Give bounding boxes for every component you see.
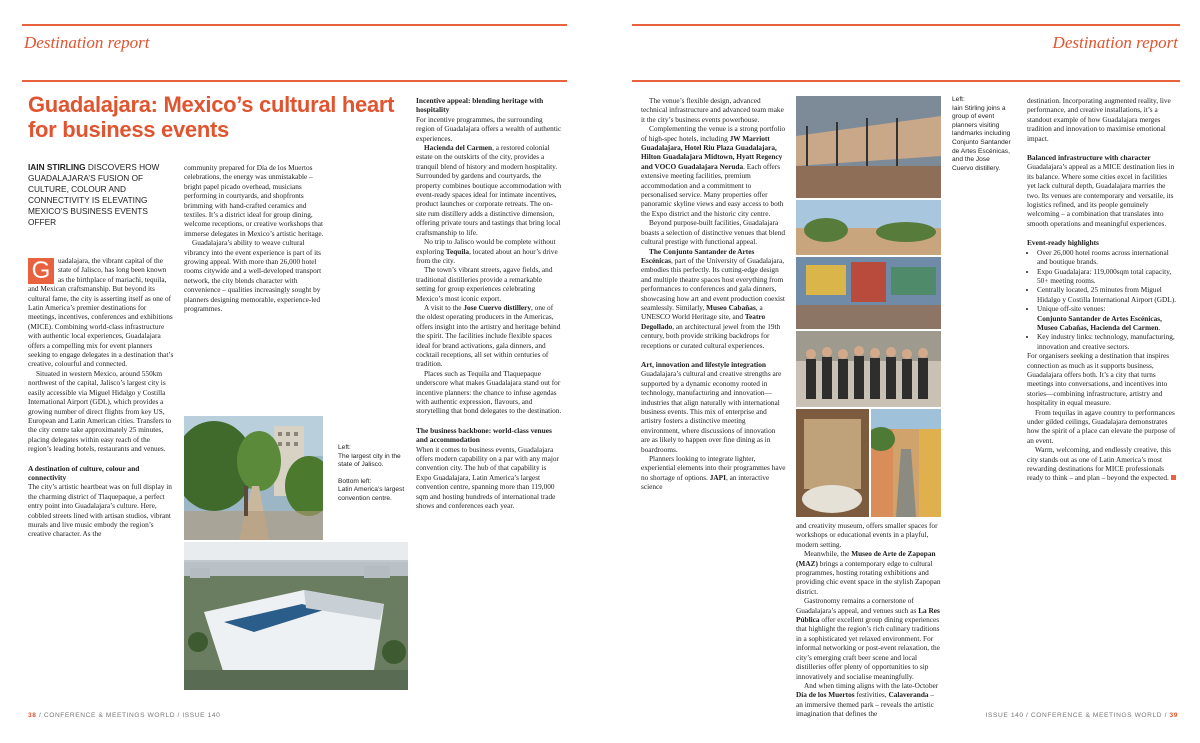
paragraph-text: . Each offers extensive meeting facilities, premium accommodation and a commitment to personalised service. Many properties offer panoramic skyline views and easy access to both the Expo district and the historic city centre.	[641, 161, 784, 218]
venue-name: The Conjunto Santander de Artes Escénicas	[641, 246, 755, 265]
paragraph	[416, 237, 562, 265]
venue-name: Hacienda del Carmen	[424, 143, 493, 153]
paragraph	[416, 303, 562, 369]
paragraph: Guadalajara’s appeal as a MICE destination lies in its balance. Where some cities excel in facilities yet lack cultural depth, Guadalajara marries the two. Its venues are contemporary and versatile, its logistics refined, and its people genuinely welcoming – a combination that translates into smooth operations and meaningful experiences.	[1027, 162, 1175, 228]
mural-photo	[796, 257, 941, 329]
paragraph-text: Meanwhile, the	[804, 549, 852, 559]
page-number: 38	[28, 712, 37, 719]
paragraph	[796, 681, 941, 719]
paragraph	[641, 247, 786, 350]
paragraph: The city’s artistic heartbeat was on full display in the charming district of Tlaquepaque, a perfect entry point into Guadalajara’s culture. Here, cobbled streets lined with artisan studios, vibrant murals and live music embody the region’s creative character. As the	[28, 482, 172, 539]
paragraph: and creativity museum, offers smaller spaces for workshops or educational events in a playful, modern setting.	[796, 521, 938, 549]
paragraph: Situated in western Mexico, around 550km northwest of the capital, Jalisco’s largest city is easily accessible via Miguel Hidalgo y Costilla International Airport (GDL), which provides a growing number of direct flights from key US, European and Latin American cities. Transfers to the city centre take approximately 25 minutes, placing delegates within easy reach of the region’s leading hotels, restaurants and venues.	[28, 368, 172, 454]
column-1	[28, 256, 174, 539]
subheading: Art, innovation and lifestyle integration	[641, 359, 767, 369]
list-item: • Expo Guadalajara: 119,000sqm total capacity, 50+ meeting rooms.	[1037, 267, 1177, 286]
arts-centre-illustration	[796, 96, 941, 198]
standfirst-text: DISCOVERS HOW GUADALAJARA’S FUSION OF CULTURE, COLOUR AND CONNECTIVITY IS ELEVATING MEXICO’S BUSINESS EVENTS OFFER	[28, 162, 160, 227]
paragraph: Beyond purpose-built facilities, Guadalajara boasts a selection of distinctive venues that blend cultural prestige with functional appeal.	[641, 218, 786, 247]
landscape-photo	[796, 200, 941, 255]
section-title-left: Destination report	[24, 33, 150, 52]
subheading: The business backbone: world-class venues and accommodation	[416, 425, 552, 445]
group-photo	[796, 331, 941, 407]
paragraph: When it comes to business events, Guadalajara offers modern capability on a par with any major convention city. The hub of that capability is Expo Guadalajara, Latin America’s largest convention centre, spanning more than 119,000 sqm and hosting hundreds of international trade shows and conferences each year.	[416, 444, 559, 511]
paragraph	[416, 143, 562, 237]
paragraph: From tequilas in agave country to performances under gilded ceilings, Guadalajara demonstrates how the spirit of a place can elevate the purpose of an event.	[1027, 407, 1176, 445]
list-item: • Centrally located, 25 minutes from Miguel Hidalgo y Costilla International Airport (GDL).	[1037, 285, 1177, 304]
intro-paragraph: uadalajara, the vibrant capital of the state of Jalisco, has long been known as the birthplace of mariachi, tequila, and Mexican craftsmanship. But beyond its cultural fame, the city is asserting itself as one of Latin America’s premier destinations for meetings, incentives, conferences and exhibitions (MICE). Combining world-class infrastructure with authentic local experiences, Guadalajara offers a compelling mix for event planners seeking to engage delegates in a destination that’s creative, colourful and connected.	[28, 256, 174, 369]
convention-centre-illustration	[184, 542, 408, 690]
venue-name: JAPI	[709, 472, 726, 482]
paragraph-text: No trip to Jalisco would be complete without exploring	[416, 237, 556, 256]
paragraph-text: , a UNESCO World Heritage site, and	[641, 302, 763, 322]
end-mark	[1171, 475, 1176, 480]
paragraph: For organisers seeking a destination that inspires connection as much as it supports business, Guadalajara offers both. It’s a city that turns meetings into conversations, and incentives into stories—combining infrastructure, artistry and hospitality in equal measure.	[1027, 351, 1170, 408]
landscape-illustration	[796, 200, 941, 255]
paragraph-text: , part of the University of Guadalajara, embodies this perfectly. Its cutting-edge design and multiple theatre spaces host everything from performances to conferences and gala dinners, showcasing how art and event production coexist seamlessly. Similarly,	[641, 255, 785, 312]
list-item-text: Unique off-site venues:	[1037, 304, 1106, 314]
footer-right	[986, 712, 1178, 719]
venue-name: Museo de Arte de Zapopan (MAZ)	[796, 549, 936, 568]
paragraph: Places such as Tequila and Tlaquepaque underscore what makes Guadalajara stand out for incentive planners: the chance to infuse agendas with authentic expression, flavours, and storytelling that bond delegates to the destination.	[416, 368, 562, 416]
paragraph-text: , an architectural jewel from the 19th century, both provide striking backdrops for receptions or curated cultural experiences.	[641, 321, 781, 350]
caption-text: Latin America’s largest convention centre.	[338, 486, 405, 502]
page-number: 39	[1169, 712, 1178, 719]
article-headline: Guadalajara: Mexico’s cultural heart for business events	[28, 92, 395, 142]
paragraph-text: , an interactive science	[641, 472, 770, 492]
column-3	[416, 96, 562, 510]
event-name: Día de los Muertos	[796, 690, 855, 700]
venue-name: La Res Pública	[796, 605, 940, 625]
city-street-illustration	[184, 416, 323, 540]
caption-text: Iain Stirling joins a group of event planners visiting landmarks including Conjunto Santander de Artes Escénicas, and the Jose Cuervo distillery.	[952, 104, 1011, 172]
subheading: Balanced infrastructure with character	[1027, 153, 1151, 163]
highlights-list	[1027, 248, 1177, 351]
paragraph: Guadalajara’s cultural and creative strengths are supported by a dynamic economy rooted in technology, manufacturing and innovation—industries that align naturally with international business events. This mix of enterprise and artistry fosters a distinctive meeting environment, where discussions of innovation are as likely to happen over fine dining as in boardrooms.	[641, 369, 782, 454]
caption-label: Left:	[338, 444, 351, 451]
subheading: Event-ready highlights	[1027, 238, 1099, 248]
subheading: A destination of culture, colour and connectivity	[28, 463, 140, 482]
paragraph-text: Planners looking to integrate lighter, experiential elements into their programmes have no shortage of options.	[641, 454, 786, 482]
paragraph-text: , a restored colonial estate on the outskirts of the city, provides a tranquil blend of history and modern hospitality. Surrounded by gardens and courtyards, the property combines boutique accommodation with event-ready spaces ideal for intimate incentives, product launches or corporate retreats. The on-site rum distillery adds a distinctive dimension, offering private tours and tastings that bring local craftsmanship to life.	[416, 143, 562, 237]
venue-name: Jose Cuervo distillery	[463, 302, 532, 312]
place-name: Tequila	[445, 246, 470, 256]
mural-illustration	[796, 257, 941, 329]
column-6	[1027, 96, 1177, 483]
paragraph: The town’s vibrant streets, agave fields, and traditional distilleries provide a remarkable setting for group experiences celebrating Mexico’s most iconic export.	[416, 265, 553, 303]
paragraph	[641, 454, 786, 492]
colonial-street-illustration	[871, 409, 941, 517]
colonial-street-photo	[871, 409, 941, 517]
standfirst	[28, 162, 173, 228]
caption-label: Bottom left:	[338, 477, 372, 485]
footer-left	[28, 712, 220, 719]
paragraph: destination. Incorporating augmented reality, live performance, and creative installations, it’s a standout example of how Guadalajara merges tradition and innovation to maximise emotional impact.	[1027, 96, 1171, 143]
caption-label: Left:	[952, 96, 965, 103]
paragraph-text: , one of the oldest operating producers in the Americas, offers insight into the artistry and heritage behind the spirit. The facilities include flexible spaces ideal for brand activations, gala dinners, and cocktail receptions, all set within centuries of tradition.	[416, 302, 561, 369]
paragraph	[796, 596, 941, 681]
photo-caption-left	[338, 444, 406, 504]
group-illustration	[796, 331, 941, 407]
paragraph: community prepared for Día de los Muertos celebrations, the energy was unmistakable – bright papel picado overhead, musicians performing in courtyards, and shopfronts brimming with hand-crafted ceramics and textiles. It’s a district ideal for group dining, welcome receptions, or creative workshops that immerse delegates in Mexico’s artistic heritage.	[184, 163, 324, 238]
header-rule-right	[632, 80, 1180, 82]
list-item: • Over 26,000 hotel rooms across international and boutique brands.	[1037, 248, 1177, 267]
paragraph-text: Complementing the venue is a strong portfolio of high-spec hotels, including	[641, 124, 786, 143]
footer-text: ISSUE 140 / CONFERENCE & MEETINGS WORLD /	[985, 712, 1168, 719]
venue-name: Teatro Degollado	[641, 312, 766, 331]
paragraph-text: And when timing aligns with the late-October	[804, 680, 939, 690]
display-illustration	[796, 409, 869, 517]
paragraph: Guadalajara’s ability to weave cultural vibrancy into the event experience is part of its growing appeal. With more than 26,000 hotel rooms citywide and a well-developed transport network, the city blends character with convenience – qualities increasingly sought by planners designing memorable, experience-led programmes.	[184, 238, 322, 314]
drop-cap: G	[28, 258, 54, 284]
city-street-photo	[184, 416, 323, 540]
paragraph-text: A visit to the	[424, 302, 464, 312]
paragraph	[1027, 445, 1177, 483]
top-rule-left	[22, 24, 567, 26]
header-rule-left	[22, 80, 567, 82]
author-name: IAIN STIRLING	[28, 162, 86, 172]
paragraph-text: Warm, welcoming, and endlessly creative, this city stands out as one of Latin America’s most rewarding destinations for MICE professionals ready to think – and plan – beyond the expected.	[1027, 445, 1171, 483]
paragraph-text: offer excellent group dining experiences that highlight the region’s rich culinary traditions in a sophisticated yet relaxed environment. For informal networking or post-event relaxation, the city’s emerging craft beer scene and local distilleries offer plenty of opportunities to sip innovatively and socialise meaningfully.	[796, 615, 940, 681]
column-5	[796, 521, 941, 719]
list-item: • Key industry links: technology, manufacturing, innovation and creative sectors.	[1037, 332, 1177, 351]
footer-text: / CONFERENCE & MEETINGS WORLD / ISSUE 140	[38, 712, 221, 719]
paragraph: The venue’s flexible design, advanced technical infrastructure and advanced team make it the city’s business events powerhouse.	[641, 96, 784, 124]
photo-caption-right	[952, 96, 1012, 173]
paragraph	[796, 549, 941, 596]
paragraph-text: festivities,	[854, 690, 889, 700]
paragraph-text: , located about an hour’s drive from the city.	[416, 246, 558, 265]
venue-list: Conjunto Santander de Artes Escénicas, Museo Cabañas, Hacienda del Carmen	[1037, 313, 1162, 332]
hotel-list: JW Marriott Guadalajara, Hotel Riu Plaza Guadalajara, Hilton Guadalajara Midtown, Hyatt Regency and VOCO Guadalajara Neruda	[641, 133, 783, 171]
tequila-display-photo	[796, 409, 869, 517]
subheading: Incentive appeal: blending heritage with hospitality	[416, 96, 544, 115]
list-item: • Unique off-site venues: Conjunto Santander de Artes Escénicas, Museo Cabañas, Hacienda del Carmen.	[1037, 304, 1177, 332]
convention-centre-photo	[184, 542, 408, 690]
paragraph: For incentive programmes, the surrounding region of Guadalajara offers a wealth of authentic experiences.	[416, 114, 562, 143]
section-title-right: Destination report	[1052, 33, 1178, 52]
paragraph-text: brings a contemporary edge to cultural programmes, hosting rotating exhibitions and providing chic event space in the stylish Zapopan district.	[796, 558, 941, 596]
paragraph	[641, 124, 786, 218]
column-2	[184, 163, 329, 314]
top-rule-right	[632, 24, 1180, 26]
performing-arts-photo	[796, 96, 941, 198]
caption-text: The largest city in the state of Jalisco.	[338, 452, 401, 469]
event-name: Calaveranda	[888, 690, 929, 700]
column-4	[641, 96, 786, 492]
venue-name: Museo Cabañas	[706, 302, 756, 312]
paragraph-text: – an immersive themed park – reveals the artistic imagination that defines the	[796, 690, 935, 719]
paragraph-text: Gastronomy remains a cornerstone of Guadalajara’s appeal, and venues such as	[796, 596, 919, 615]
